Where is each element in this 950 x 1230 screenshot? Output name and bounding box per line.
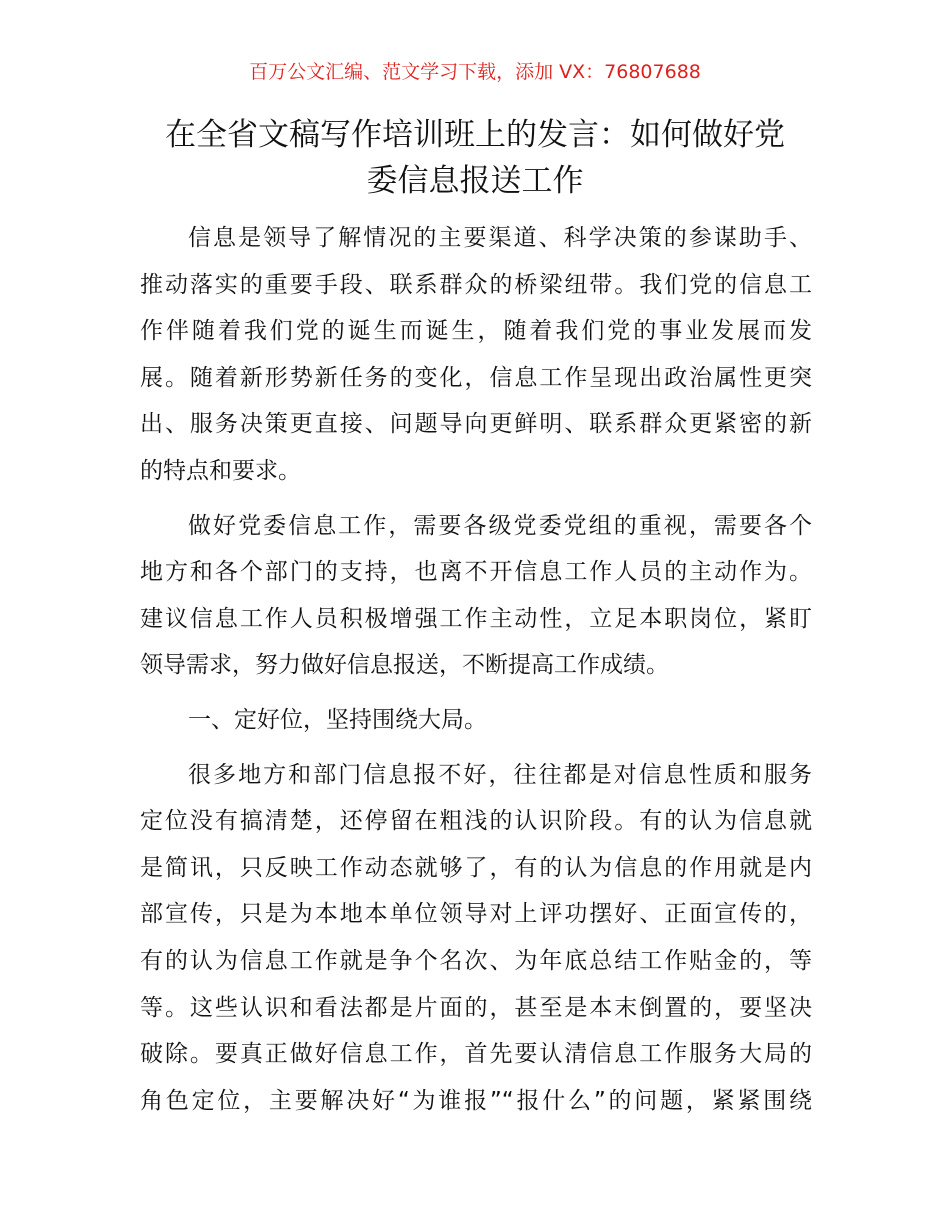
paragraph — [140, 503, 812, 689]
text-line: 是简讯，只反映工作动态就够了，有的认为信息的作用就是内 — [140, 854, 812, 881]
text-line: 出、服务决策更直接、问题导向更鲜明、联系群众更紧密的新 — [140, 411, 812, 438]
paragraph — [140, 697, 812, 744]
text-line: 地方和各个部门的支持，也离不开信息工作人员的主动作为。 — [140, 559, 812, 586]
document-body — [140, 215, 812, 1132]
text-line: 的特点和要求。 — [140, 457, 301, 484]
text-line: 做好党委信息工作，需要各级党委党组的重视，需要各个 — [188, 512, 812, 539]
watermark-header: 百万公文汇编、范文学习下载，添加 VX：76807688 — [249, 61, 701, 83]
text-line: 等。这些认识和看法都是片面的，甚至是本末倒置的，要坚决 — [140, 994, 812, 1021]
text-line: 一、定好位，坚持围绕大局。 — [188, 706, 487, 733]
text-line: 推动落实的重要手段、联系群众的桥梁纽带。我们党的信息工 — [140, 271, 812, 298]
text-line: 很多地方和部门信息报不好，往往都是对信息性质和服务 — [188, 761, 812, 788]
text-line: 领导需求，努力做好信息报送，不断提高工作成绩。 — [140, 652, 669, 679]
text-line: 破除。要真正做好信息工作，首先要认清信息工作服务大局的 — [140, 1041, 812, 1068]
paragraph — [140, 215, 812, 495]
text-line: 信息是领导了解情况的主要渠道、科学决策的参谋助手、 — [188, 225, 812, 251]
text-line: 展。随着新形势新任务的变化，信息工作呈现出政治属性更突 — [140, 364, 812, 391]
text-line: 作伴随着我们党的诞生而诞生，随着我们党的事业发展而发 — [140, 318, 812, 345]
text-line: 建议信息工作人员积极增强工作主动性，立足本职岗位，紧盯 — [140, 605, 812, 632]
text-line: 角色定位，主要解决好“为谁报”“报什么”的问题，紧紧围绕 — [140, 1087, 812, 1114]
title-line: 委信息报送工作 — [366, 163, 584, 199]
document-title — [120, 112, 830, 204]
paragraph — [140, 752, 812, 1125]
title-line: 在全省文稿写作培训班上的发言：如何做好党 — [165, 117, 785, 153]
text-line: 有的认为信息工作就是争个名次、为年底总结工作贴金的，等 — [140, 947, 812, 974]
text-line: 部宣传，只是为本地本单位领导对上评功摆好、正面宣传的， — [140, 901, 812, 928]
text-line: 定位没有搞清楚，还停留在粗浅的认识阶段。有的认为信息就 — [140, 808, 812, 835]
